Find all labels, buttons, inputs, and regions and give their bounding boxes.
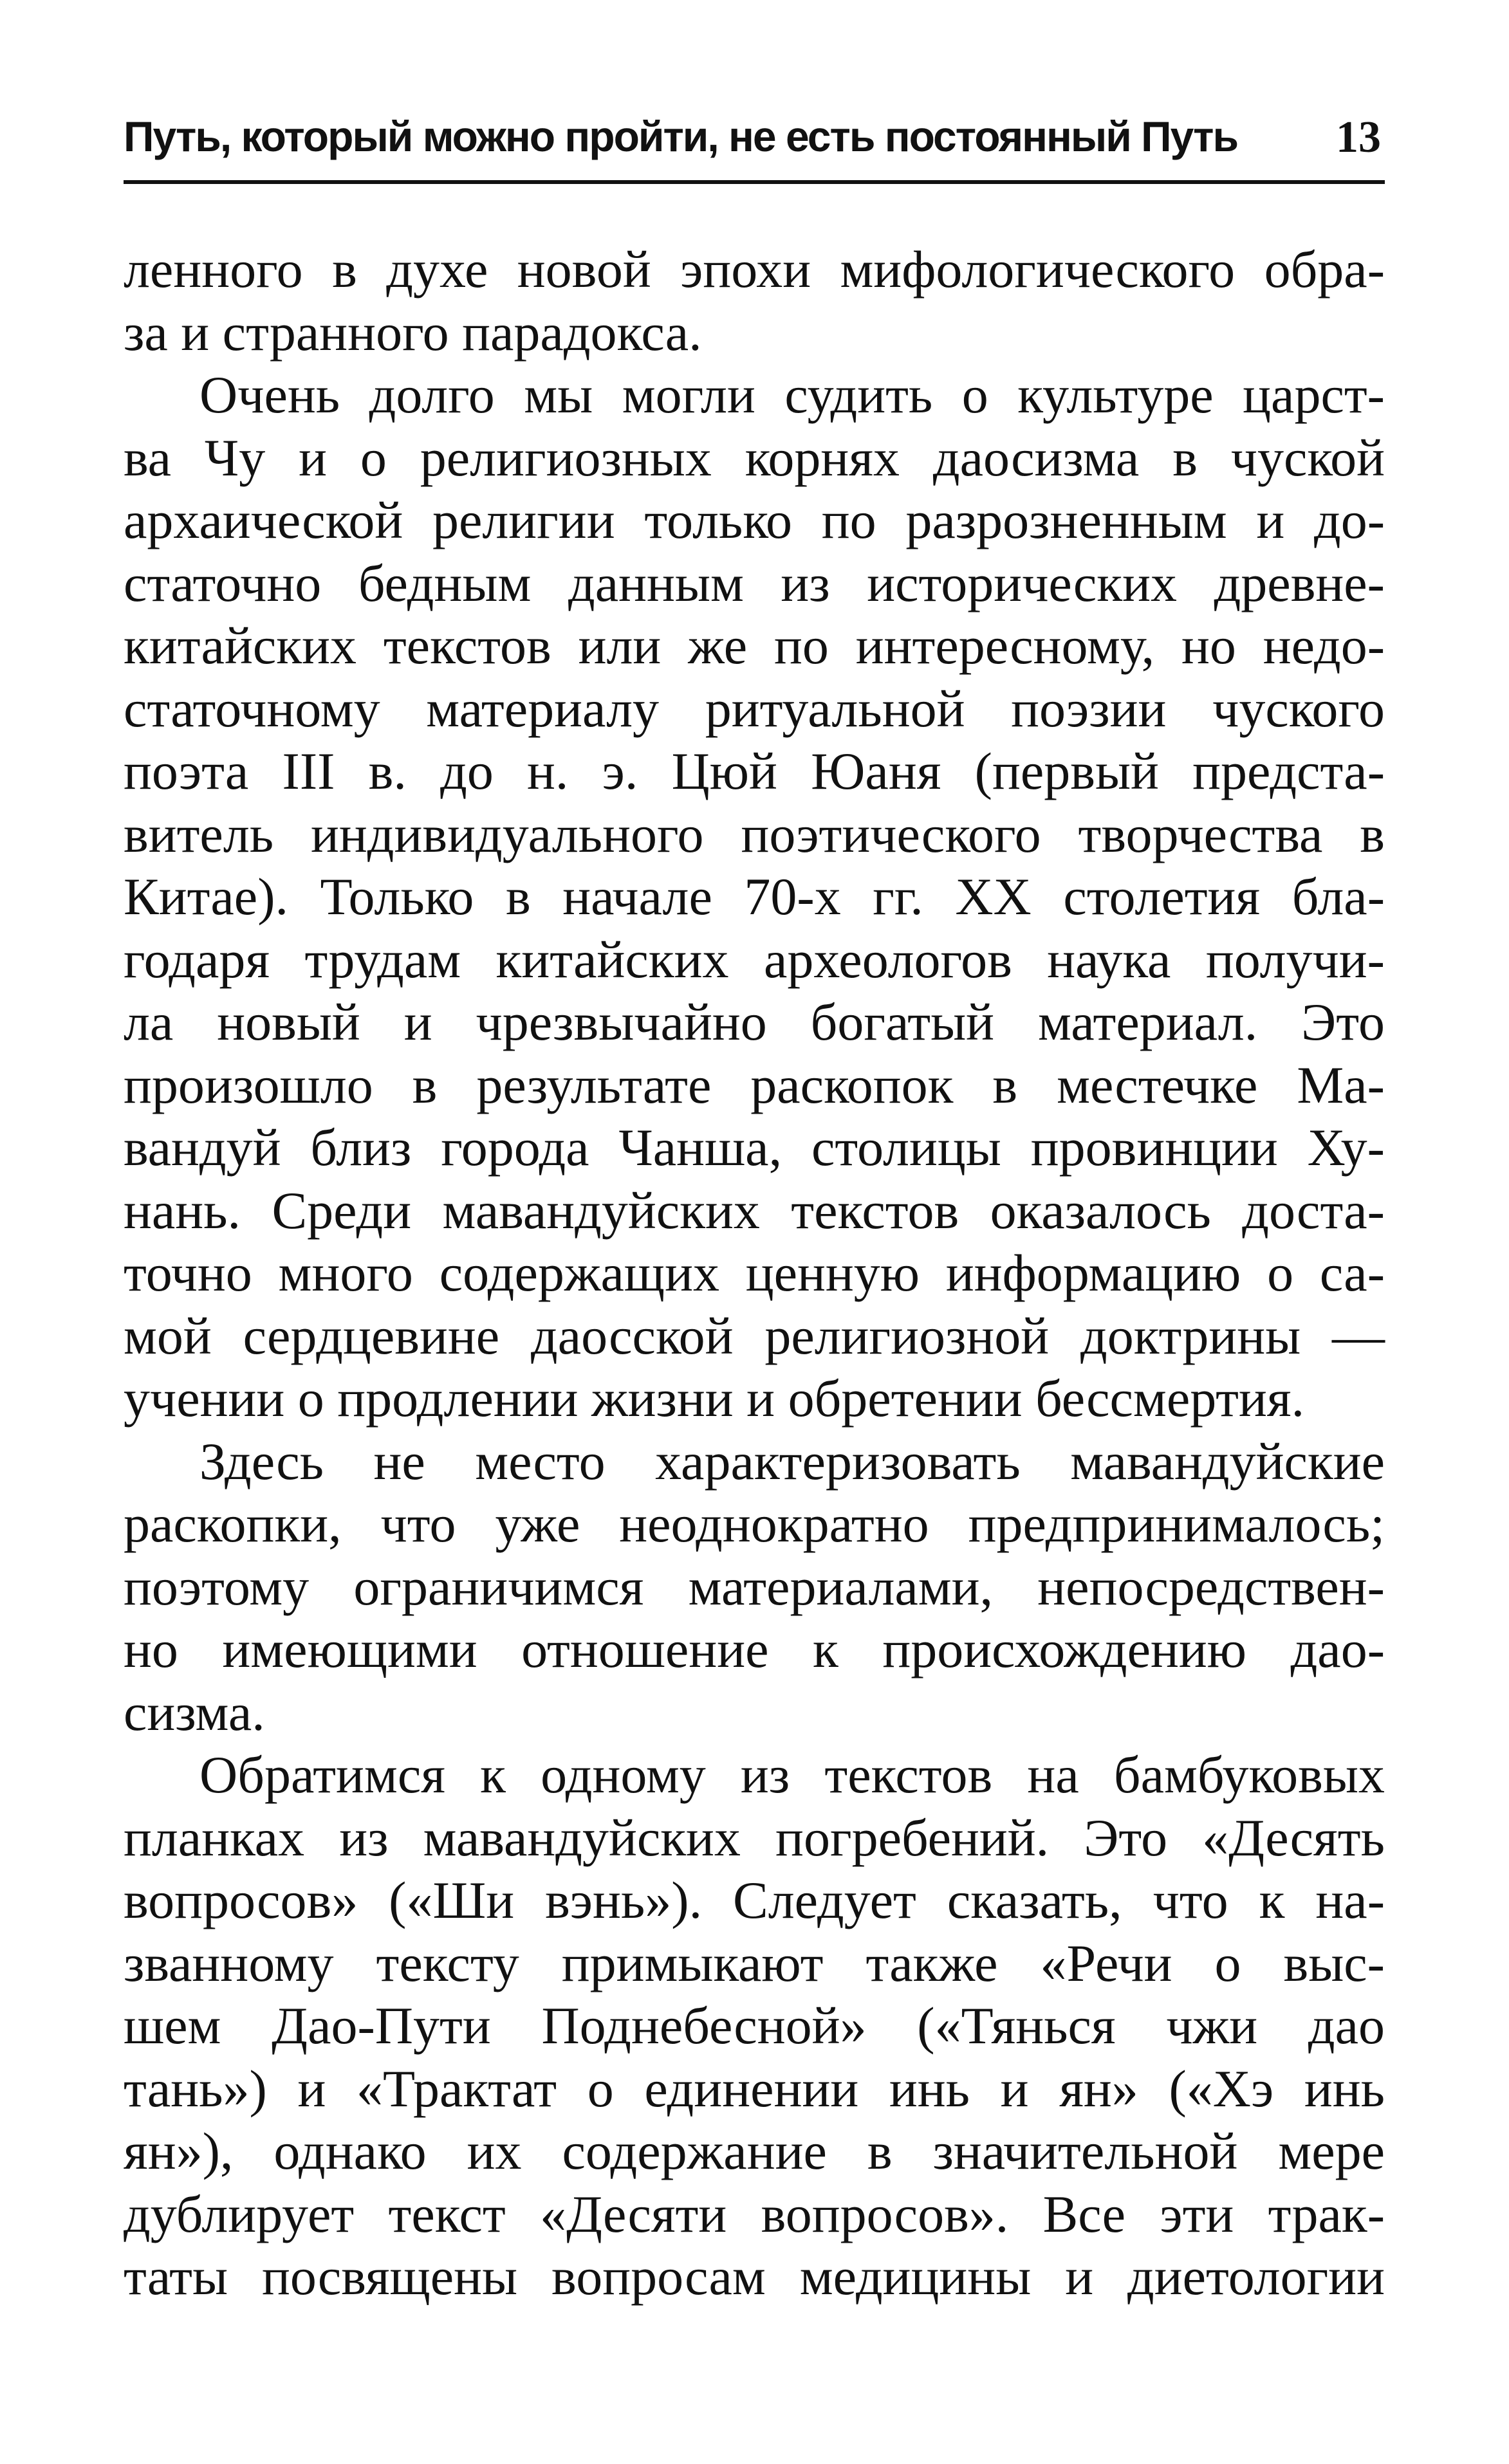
text-line: мой сердцевине даосской религиозной доктрины — [124,1306,1385,1365]
text-line: учении о продлении жизни и обретении бессмертия. [124,1369,1305,1428]
text-line: Здесь не место характеризовать мавандуйские [199,1431,1385,1491]
text-line: точно много содержащих ценную информацию о са- [124,1244,1385,1302]
running-header [124,104,1385,184]
text-line: Обратимся к одному из текстов на бамбуковых [199,1745,1385,1804]
text-line: статочному материалу ритуальной поэзии чуского [124,679,1385,738]
text-line: но имеющими отношение к происхождению дао- [124,1620,1385,1678]
body-text [124,238,1385,2432]
text-line: китайских текстов или же по интересному, но недо- [124,616,1385,675]
text-line: званному тексту примыкают также «Речи о выс- [124,1933,1385,1992]
text-line: сизма. [124,1682,265,1742]
text-line: Китае). Только в начале 70-х гг. XX столетия бла- [124,867,1385,926]
text-line: ленного в духе новой эпохи мифологического обра- [124,240,1385,299]
text-line: ва Чу и о религиозных корнях даосизма в чуской [124,428,1385,487]
text-line: таты посвящены вопросам медицины и диетологии [124,2247,1385,2306]
text-line: поэтому ограничимся материалами, непосредствен- [124,1557,1385,1616]
text-line: нань. Среди мавандуйских текстов оказалось доста- [124,1181,1385,1240]
text-line: тань») и «Трактат о единении инь и ян» («Хэ инь [124,2059,1385,2118]
text-line: произошло в результате раскопок в местечке Ма- [124,1055,1385,1114]
text-line: ла новый и чрезвычайно богатый материал. Это [124,993,1385,1051]
text-line: ян»), однако их содержание в значительной мере [124,2122,1385,2180]
text-line: статочно бедным данным из исторических древне- [124,553,1385,612]
text-line: шем Дао-Пути Поднебесной» («Тянься чжи дао [124,1996,1385,2055]
text-line: вопросов» («Ши вэнь»). Следует сказать, что к на- [124,1871,1385,1929]
running-title: Путь, который можно пройти, не есть постоянный Путь [124,113,1238,160]
text-line: поэта III в. до н. э. Цюй Юаня (первый предста- [124,742,1385,800]
text-line: вандуй близ города Чанша, столицы провинции Ху- [124,1118,1385,1177]
text-line: архаической религии только по разрозненным и до- [124,491,1385,549]
text-line: годаря трудам китайских археологов наука получи- [124,930,1385,989]
page-number: 13 [1336,113,1381,162]
text-line: витель индивидуального поэтического творчества в [124,804,1385,863]
text-line: раскопки, что уже неоднократно предпринималось; [124,1494,1385,1553]
text-line: Очень долго мы могли судить о культуре царст- [199,365,1385,424]
text-line: планках из мавандуйских погребений. Это «Десять [124,1808,1385,1867]
text-line: дублирует текст «Десяти вопросов». Все эти трак- [124,2184,1385,2243]
text-line: за и странного парадокса. [124,302,702,362]
